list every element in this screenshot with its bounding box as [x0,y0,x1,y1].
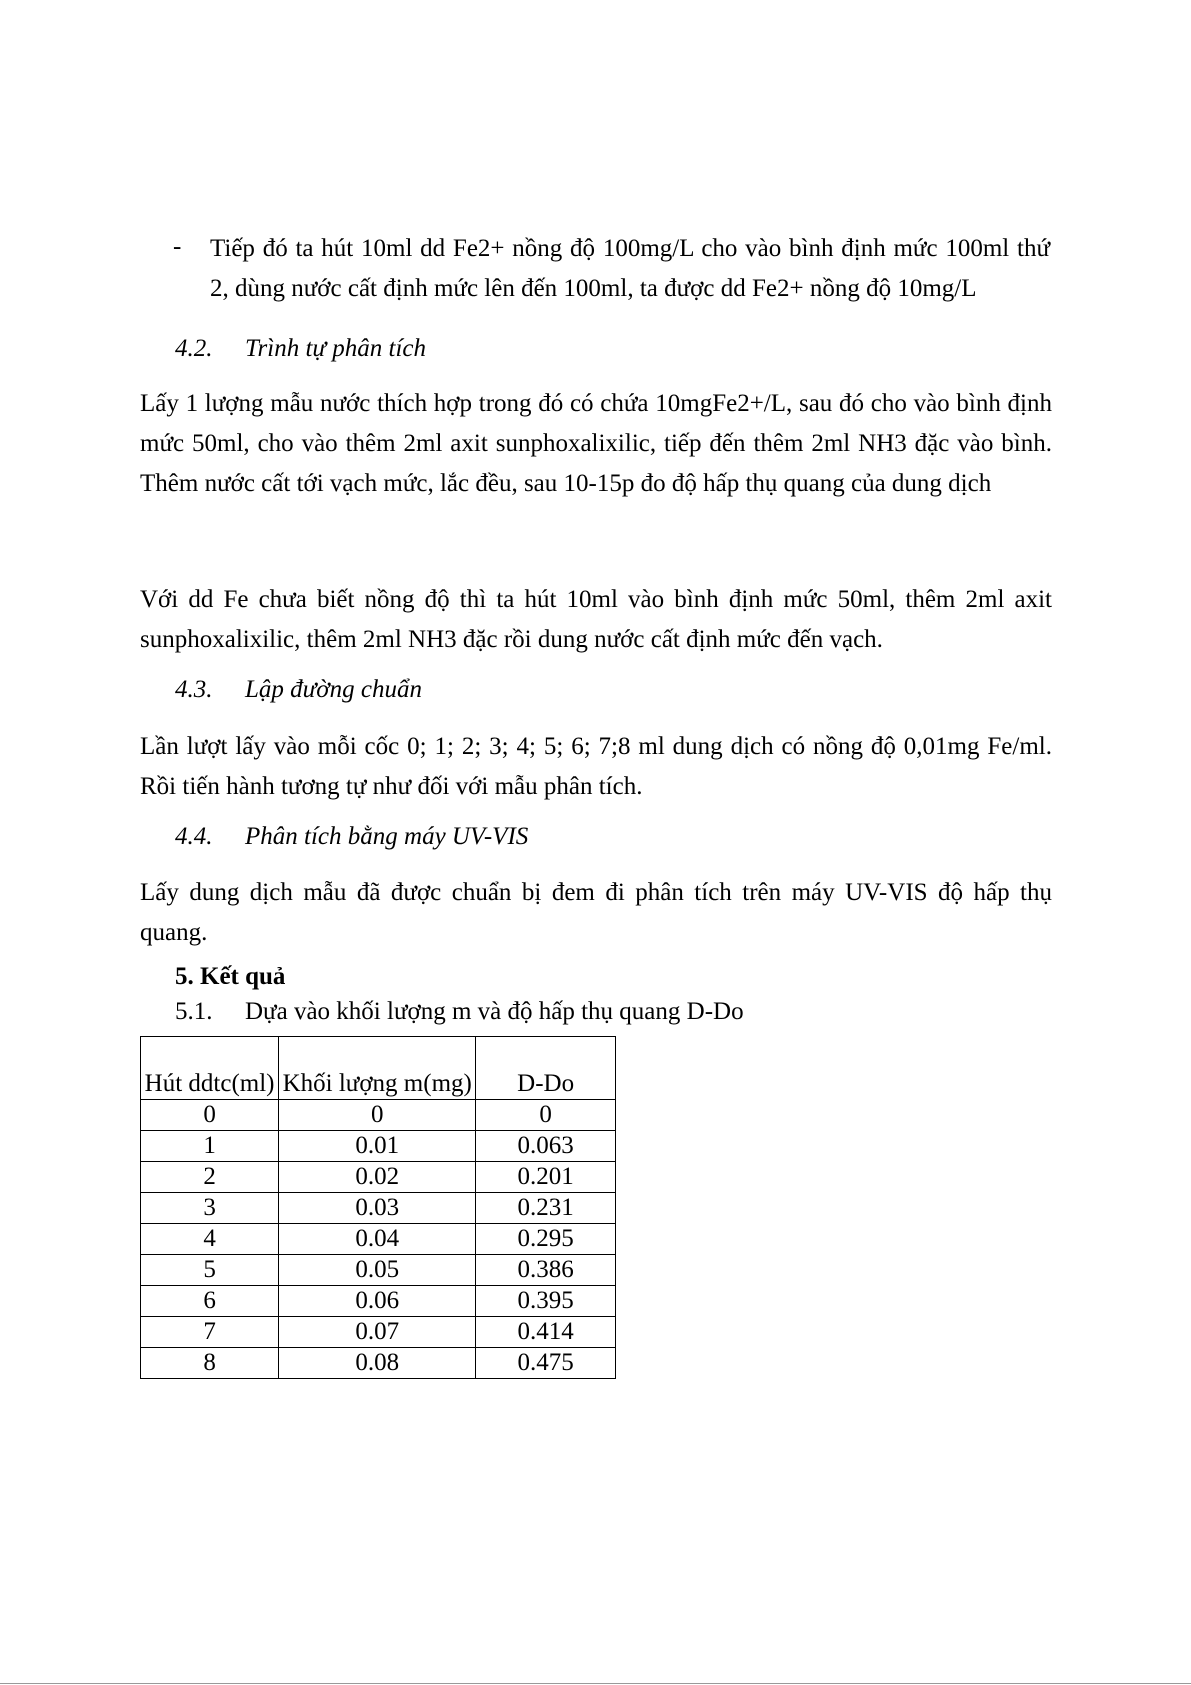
section-4-3-number: 4.3. [175,676,213,703]
table-row [141,1131,616,1162]
section-4-3-heading [175,670,422,710]
cell-volume: 7 [141,1317,279,1348]
section-4-2-number: 4.2. [175,335,213,362]
section-4-3-title: Lập đường chuẩn [245,676,422,703]
section-5-heading: 5. Kết quả [175,963,286,990]
table-row [141,1348,616,1379]
cell-volume: 4 [141,1224,279,1255]
cell-absorbance: 0.386 [476,1255,616,1286]
header-d-do: D-Do [476,1037,616,1100]
section-5-1-heading [175,992,744,1032]
cell-absorbance: 0.295 [476,1224,616,1255]
page-bottom-divider [0,1683,1191,1684]
cell-mass: 0.04 [279,1224,476,1255]
table-row [141,1100,616,1131]
cell-mass: 0.02 [279,1162,476,1193]
cell-absorbance: 0 [476,1100,616,1131]
section-4-2-paragraph-2: Với dd Fe chưa biết nồng độ thì ta hút 10ml vào bình định mức 50ml, thêm 2ml axit sunphoxalixilic, thêm 2ml NH3 đặc rồi dung nước cất định mức đến vạch. [140,586,1052,653]
cell-volume: 8 [141,1348,279,1379]
cell-absorbance: 0.231 [476,1193,616,1224]
results-table [140,1036,616,1379]
table-row [141,1193,616,1224]
cell-volume: 6 [141,1286,279,1317]
header-hut-ddtc: Hút ddtc(ml) [141,1037,279,1100]
cell-absorbance: 0.414 [476,1317,616,1348]
cell-mass: 0.08 [279,1348,476,1379]
section-4-4-heading [175,817,528,857]
section-4-4-paragraph: Lấy dung dịch mẫu đã được chuẩn bị đem đi phân tích trên máy UV-VIS độ hấp thụ quang. [140,879,1052,946]
section-4-2-title: Trình tự phân tích [245,335,427,362]
table-header-row [141,1037,616,1100]
table-row [141,1224,616,1255]
header-khoi-luong: Khối lượng m(mg) [279,1037,476,1100]
cell-mass: 0.05 [279,1255,476,1286]
table-row [141,1255,616,1286]
cell-mass: 0.07 [279,1317,476,1348]
cell-mass: 0.03 [279,1193,476,1224]
section-4-4-number: 4.4. [175,823,213,850]
cell-mass: 0.06 [279,1286,476,1317]
cell-mass: 0 [279,1100,476,1131]
section-4-3-paragraph: Lần lượt lấy vào mỗi cốc 0; 1; 2; 3; 4; 5; 6; 7;8 ml dung dịch có nồng độ 0,01mg Fe/ml. Rồi tiến hành tương tự như đối với mẫu phân tích. [140,733,1052,800]
cell-volume: 1 [141,1131,279,1162]
cell-absorbance: 0.201 [476,1162,616,1193]
bullet-marker: - [173,233,182,260]
cell-mass: 0.01 [279,1131,476,1162]
section-5-1-number: 5.1. [175,998,213,1025]
table-row [141,1162,616,1193]
section-4-2-paragraph-1: Lấy 1 lượng mẫu nước thích hợp trong đó có chứa 10mgFe2+/L, sau đó cho vào bình định mức 50ml, cho vào thêm 2ml axit sunphoxalixilic, tiếp đến thêm 2ml NH3 đặc vào bình. Thêm nước cất tới vạch mức, lắc đều, sau 10-15p đo độ hấp thụ quang của dung dịch [140,390,1052,497]
table-row [141,1317,616,1348]
cell-volume: 3 [141,1193,279,1224]
table-row [141,1286,616,1317]
cell-absorbance: 0.063 [476,1131,616,1162]
cell-volume: 2 [141,1162,279,1193]
section-5-1-title: Dựa vào khối lượng m và độ hấp thụ quang D-Do [245,998,744,1025]
bullet-text: Tiếp đó ta hút 10ml dd Fe2+ nồng độ 100mg/L cho vào bình định mức 100ml thứ 2, dùng nước cất định mức lên đến 100ml, ta được dd Fe2+ nồng độ 10mg/L [210,235,1050,302]
cell-volume: 5 [141,1255,279,1286]
section-4-2-heading [175,329,426,369]
cell-absorbance: 0.475 [476,1348,616,1379]
cell-volume: 0 [141,1100,279,1131]
section-4-4-title: Phân tích bằng máy UV-VIS [245,823,529,850]
cell-absorbance: 0.395 [476,1286,616,1317]
